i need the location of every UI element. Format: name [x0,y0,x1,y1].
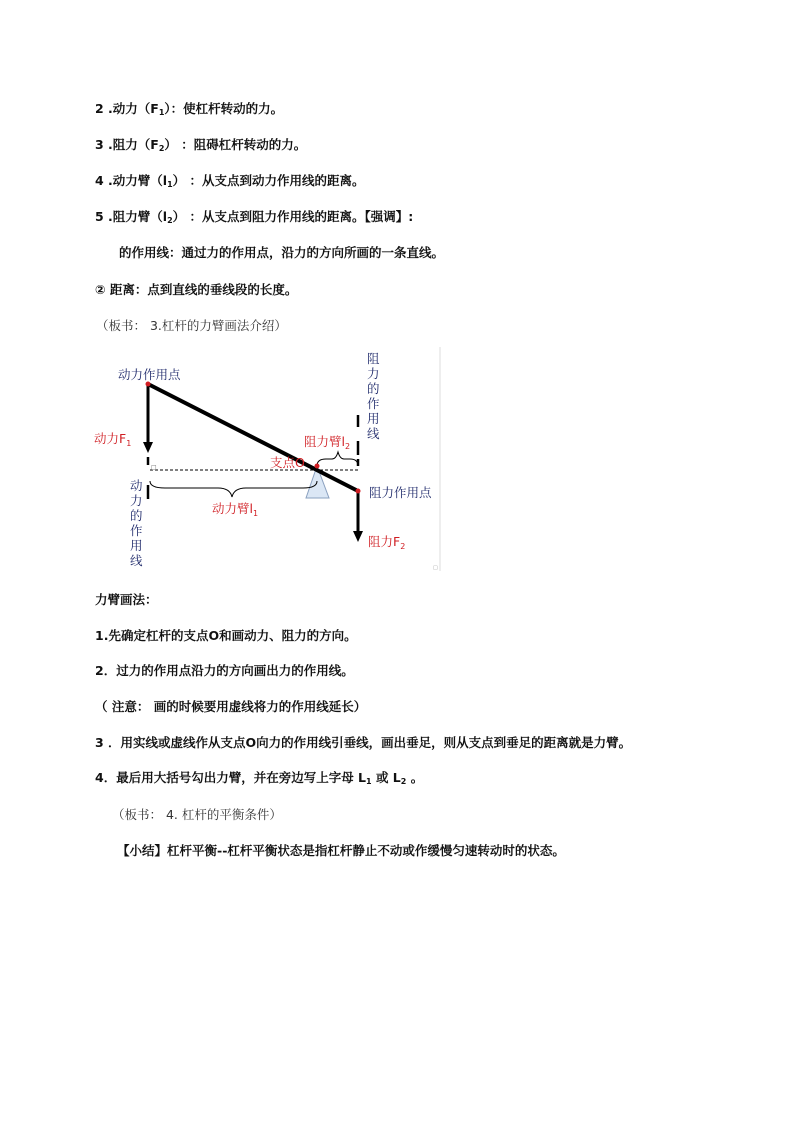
fulcrum-label: 支点O [270,455,305,470]
definition-effort-force [95,99,283,117]
text: 阻力F [368,534,401,549]
resist-point-dot [356,489,361,494]
subscript: 2 [167,216,173,225]
subscript: 2 [400,542,406,551]
text: 5 .阻力臂（l [95,209,168,224]
resistance-arrow-head [353,531,363,542]
resist-line-label-4: 作 [367,396,380,411]
resist-line-label-2: 力 [367,366,380,381]
subscript: 2 [344,442,351,451]
method-step-1: 1.先确定杠杆的支点O和画动力、阻力的方向。 [95,628,357,643]
method-heading: 力臂画法： [95,592,158,607]
resist-point-label: 阻力作用点 [369,485,432,500]
subscript: 1 [167,180,173,189]
effort-line-label-1: 动 [130,478,143,493]
fulcrum-dot [315,464,320,469]
artifact-mark: □ [151,464,157,471]
text: 3 .阻力（F [95,137,159,152]
text: 动力臂l [212,501,253,516]
effort-line-label-4: 作 [130,523,143,538]
effort-arm-label [212,501,258,518]
definition-resistance-force [95,135,306,153]
text: 4 .动力臂（l [95,173,168,188]
method-step-3: 3 ．用实线或虚线作从支点O向力的作用线引垂线，画出垂足，则从支点到垂足的距离就是力臂。 [95,735,632,750]
resist-line-label-5: 用 [367,411,380,426]
definition-resistance-arm [95,207,413,225]
effort-line-label-3: 的 [130,508,143,523]
text: ） ：阻碍杠杆转动的力。 [164,137,307,152]
effort-line-label-2: 力 [130,493,143,508]
text: 或 L [371,770,401,785]
resist-arm-brace [317,452,358,466]
effort-force-label [94,431,131,448]
text: 。 [406,770,424,785]
effort-point-label: 动力作用点 [118,367,181,382]
text: ） ：从支点到动力作用线的距离。 [172,173,365,188]
text: 2 .动力（F [95,101,159,116]
subscript: 2 [400,777,407,786]
board-note-3: （板书： 3.杠杆的力臂画法介绍） [96,318,287,333]
resist-arm-label [304,434,350,451]
method-step-2: 2．过力的作用点沿力的方向画出力的作用线。 [95,663,354,678]
resist-force-label [368,534,405,551]
text: 阻力臂l [304,434,345,449]
subscript: 1 [158,108,165,117]
method-note: （ 注意： 画的时候要用虚线将力的作用线延长） [95,699,367,714]
text: 动力F [94,431,127,446]
effort-arrow-head [143,442,153,453]
effort-line-label-6: 线 [130,553,143,568]
lever-arm-diagram [90,345,450,577]
resist-line-label-6: 线 [367,426,380,441]
effort-point-dot [146,382,151,387]
resist-line-label-3: 的 [367,381,380,396]
method-step-4 [95,768,423,786]
subscript: 1 [366,777,372,786]
text: 4．最后用大括号勾出力臂，并在旁边写上字母 L [95,770,367,785]
artifact-mark: □ [433,565,438,571]
subscript: 1 [126,439,132,448]
effort-line-label-5: 用 [130,538,143,553]
summary: 【小结】杠杆平衡--杠杆平衡状态是指杠杆静止不动或作缓慢匀速转动时的状态。 [117,843,565,858]
resist-line-label-1: 阻 [367,351,380,366]
subscript: 2 [158,144,165,153]
text: ）：使杠杆转动的力。 [164,101,284,116]
text: ） ：从支点到阻力作用线的距离。【强调】: [172,209,414,224]
board-note-4: （板书： 4. 杠杆的平衡条件） [112,807,282,822]
definition-effort-arm [95,171,365,189]
emphasis-distance: ② 距离：点到直线的垂线段的长度。 [95,282,298,297]
effort-arm-brace [150,481,317,497]
subscript: 1 [252,509,259,518]
emphasis-line-of-action: 的作用线：通过力的作用点，沿力的方向所画的一条直线。 [119,245,445,260]
